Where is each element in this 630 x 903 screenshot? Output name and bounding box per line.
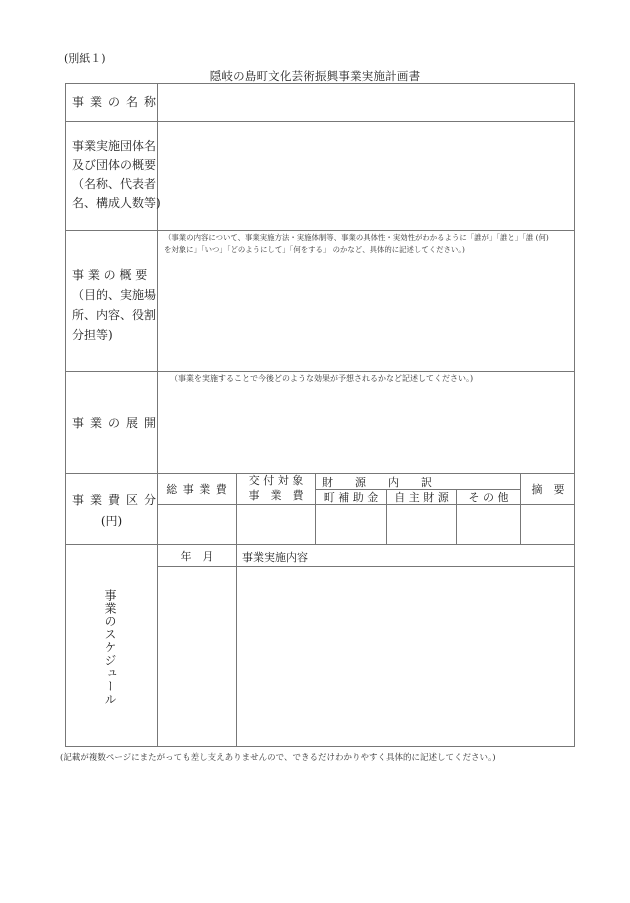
- organization-label: 事業実施団体名 及び団体の概要 （名称、代表者 名、構成人数等): [72, 139, 161, 210]
- row-divider: [66, 371, 575, 372]
- organization-field[interactable]: [159, 122, 573, 229]
- header-town-subsidy: 町 補 助 金: [323, 491, 379, 504]
- header-eligible-cost: 交 付 対 象 事 業 費: [248, 474, 304, 502]
- plan-form-table: [65, 83, 575, 747]
- attachment-label: (別紙１): [64, 52, 106, 65]
- header-other: そ の 他: [468, 491, 509, 504]
- row-divider: [66, 544, 575, 545]
- page-title: 隠岐の島町文化芸術振興事業実施計画書: [209, 69, 421, 83]
- eligible-cost-input[interactable]: [237, 505, 315, 544]
- project-name-label: 事業の名称: [72, 95, 163, 109]
- town-subsidy-input[interactable]: [316, 505, 386, 544]
- other-funds-input[interactable]: [457, 505, 520, 544]
- header-funding-breakdown: 財 源 内 訳: [322, 475, 432, 489]
- header-own-funds: 自 主 財 源: [394, 491, 449, 504]
- row-divider: [66, 230, 575, 231]
- schedule-header-content: 事業実施内容: [242, 551, 308, 564]
- footnote: (記載が複数ページにまたがっても差し支えありませんので、できるだけわかりやすく具体的に記述してください。): [60, 753, 496, 763]
- development-field[interactable]: [159, 387, 573, 472]
- project-name-field[interactable]: [159, 85, 573, 120]
- development-hint: （事業を実施することで今後どのような効果が予想されるかなど記述してください。): [170, 374, 474, 383]
- schedule-label: 事業のスケジュール: [103, 589, 117, 706]
- header-remarks: 摘 要: [531, 483, 565, 496]
- cost-unit: (円): [100, 514, 123, 528]
- header-total-cost: 総 事 業 費: [166, 483, 228, 496]
- cost-label: 事業費区分: [72, 493, 163, 507]
- development-label: 事業の展開: [72, 416, 163, 430]
- schedule-header-date: 年 月: [180, 549, 214, 563]
- remarks-input[interactable]: [521, 505, 575, 544]
- schedule-date-input[interactable]: [158, 567, 236, 746]
- overview-field[interactable]: [159, 256, 573, 370]
- schedule-content-input[interactable]: [237, 567, 575, 746]
- overview-hint: （事業の内容について、事業実施方法・実施体制等、事業の具体性・実効性がわかるように「誰が」「誰と」「誰 (何) を対象に」「いつ」「どのようにして」「何をする」 のかなど、具体的に記述してください。): [164, 233, 549, 254]
- total-cost-input[interactable]: [158, 505, 236, 544]
- overview-label: 事 業 の 概 要 （目的、実施場 所、内容、役割 分担等): [72, 268, 157, 342]
- own-funds-input[interactable]: [387, 505, 456, 544]
